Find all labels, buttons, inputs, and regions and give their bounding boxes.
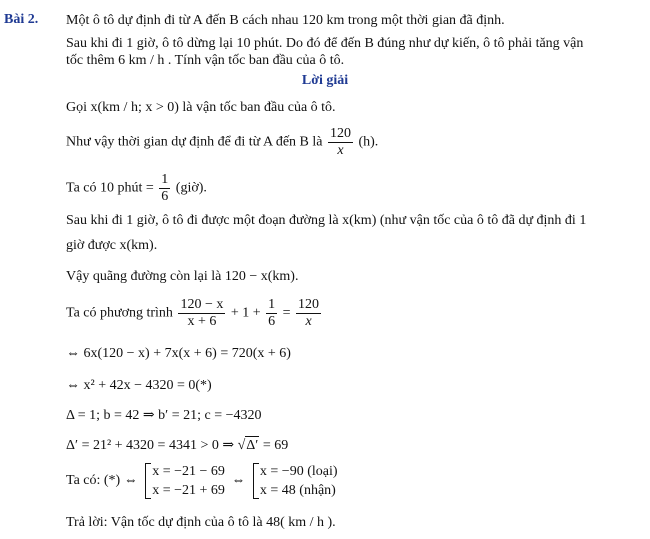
fraction-1-over-6 [266,297,277,330]
fraction-120-over-x [296,297,321,330]
solution-step-2 [66,126,378,159]
root-case-2: x = −21 + 69 [152,483,225,498]
fraction-denominator: 6 [161,189,169,204]
solution-step-8: ⇔ 6x(120 − x) + 7x(x + 6) = 720(x + 6) [66,346,291,361]
solution-step-12 [66,462,341,500]
step-3-text: Ta có 10 phút = [66,180,154,196]
step-3-unit: (giờ). [175,180,207,196]
problem-line-1: Một ô tô dự định đi từ A đến B cách nhau 120 km trong một thời gian đã định. [66,13,505,28]
solution-step-4: Sau khi đi 1 giờ, ô tô đi được một đoạn đường là x(km) (như vận tốc của ô tô đã dự định đi 1 [66,213,587,228]
fraction-denominator: x [328,142,353,159]
problem-number: Bài 2. [4,12,39,27]
root-system-1 [144,462,225,500]
solution-step-6: Vậy quãng đường còn lại là 120 − x(km). [66,269,299,284]
solution-title: Lời giải [301,73,349,88]
fraction-1-over-6 [159,172,170,205]
sqrt-result: = 69 [259,438,289,453]
root-result-1: x = −90 (loại) [259,464,338,479]
fraction-numerator: 1 [161,172,169,187]
solution-step-7-equation [66,297,323,330]
problem-line-3: tốc thêm 6 km / h . Tính vận tốc ban đầu của ô tô. [66,53,345,68]
discriminant-text: Δ′ = 21² + 4320 = 4341 > 0 ⇒ √ [66,438,246,453]
fraction-numerator: 120 [298,297,320,312]
fraction-numerator: 120 − x [180,297,224,312]
step-12-text: Ta có: (*) ⇔ [66,473,138,489]
problem-line-2: Sau khi đi 1 giờ, ô tô dừng lại 10 phút. Do đó để đến B đúng như dự kiến, ô tô phải tăng vận [66,36,584,51]
fraction-120-minus-x-over-x-plus-6 [178,297,225,330]
root-result-2: x = 48 (nhận) [259,483,336,498]
step-7-text: Ta có phương trình [66,305,173,321]
step-2-text: Như vậy thời gian dự định để đi từ A đến B là [66,134,323,150]
root-case-1: x = −21 − 69 [152,464,225,479]
equals-sign: = [282,305,291,321]
solution-step-5: giờ được x(km). [66,238,158,253]
solution-step-11 [66,436,288,455]
fraction-numerator: 1 [268,297,276,312]
solution-step-9: ⇔ x² + 42x − 4320 = 0(*) [66,378,212,393]
equivalence-arrow: ⇔ [231,473,246,489]
final-answer: Trả lời: Vận tốc dự định của ô tô là 48( km / h ). [66,515,336,530]
fraction-denominator: x + 6 [178,313,225,330]
solution-step-10: Δ = 1; b = 42 ⇒ b′ = 21; c = −4320 [66,408,262,423]
fraction-denominator: x [296,313,321,330]
root-system-2 [252,462,338,500]
fraction-denominator: 6 [268,314,276,329]
fraction-120-over-x [328,126,353,159]
plus-one-plus: + 1 + [230,305,261,321]
solution-step-1: Gọi x(km / h; x > 0) là vận tốc ban đầu của ô tô. [66,100,336,115]
step-2-unit: (h). [358,134,379,150]
fraction-numerator: 120 [329,126,351,141]
solution-step-3 [66,172,207,205]
sqrt-radicand: Δ′ [246,438,259,453]
